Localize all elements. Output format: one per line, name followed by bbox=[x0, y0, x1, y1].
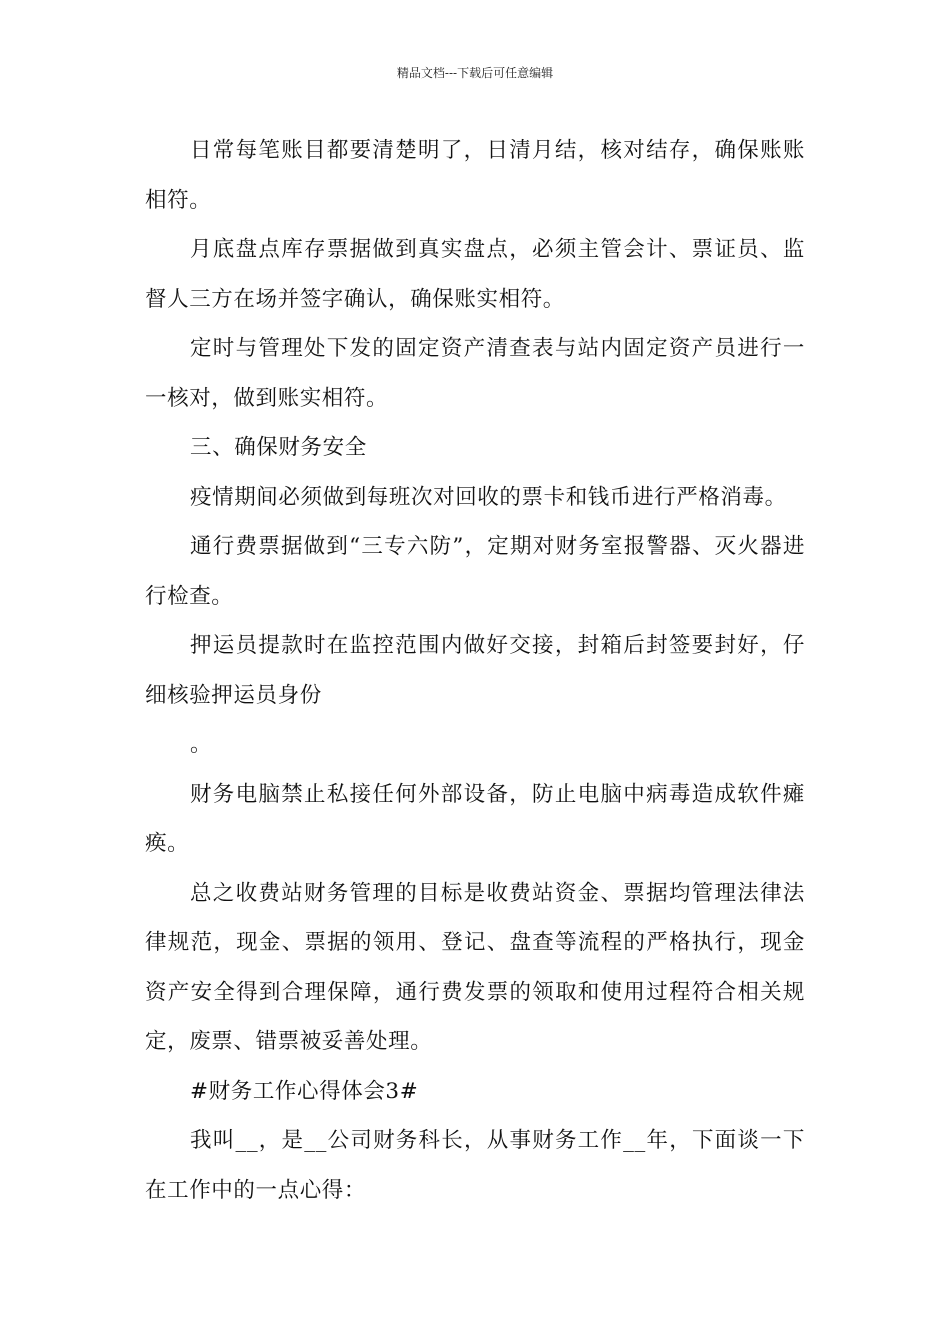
paragraph: 月底盘点库存票据做到真实盘点，必须主管会计、票证员、监督人三方在场并签字确认，确保账实相符。 bbox=[145, 237, 805, 312]
paragraph: 押运员提款时在监控范围内做好交接，封箱后封签要封好，仔细核验押运员身份 bbox=[145, 633, 805, 708]
section-heading: 三、确保财务安全 bbox=[190, 435, 367, 460]
paragraph: 。 bbox=[190, 732, 213, 757]
paragraph: 疫情期间必须做到每班次对回收的票卡和钱币进行严格消毒。 bbox=[190, 484, 787, 510]
paragraph: 财务电脑禁止私接任何外部设备，防止电脑中病毒造成软件瘫痪。 bbox=[145, 781, 805, 856]
paragraph: 通行费票据做到“三专六防”，定期对财务室报警器、灭火器进行检查。 bbox=[145, 534, 805, 609]
paragraph: 日常每笔账目都要清楚明了，日清月结，核对结存，确保账账相符。 bbox=[145, 138, 805, 213]
section-heading: #财务工作心得体会3# bbox=[190, 1078, 419, 1104]
document-body bbox=[145, 126, 805, 1215]
paragraph: 总之收费站财务管理的目标是收费站资金、票据均管理法律法律规范，现金、票据的领用、登记、盘查等流程的严格执行，现金资产安全得到合理保障，通行费发票的领取和使用过程符合相关规定，废票、错票被妥善处理。 bbox=[145, 880, 805, 1054]
page-header: 精品文档---下载后可任意编辑 bbox=[396, 66, 554, 80]
paragraph: 定时与管理处下发的固定资产清查表与站内固定资产员进行一一核对，做到账实相符。 bbox=[145, 336, 805, 411]
paragraph: 我叫__，是__公司财务科长，从事财务工作__年，下面谈一下在工作中的一点心得： bbox=[145, 1128, 805, 1203]
